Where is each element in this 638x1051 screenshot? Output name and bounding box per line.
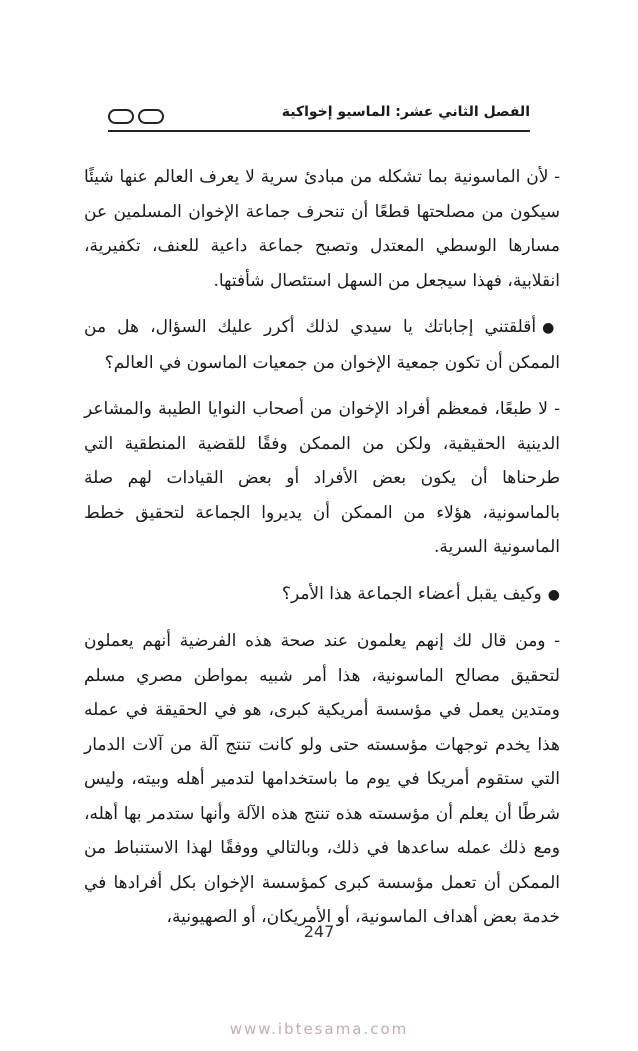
paragraph-text: - لا طبعًا، فمعظم أفراد الإخوان من أصحاب النوايا الطيبة والمشاعر الدينية الحقيقية، ولكن من الممكن وفقًا للقضية المنطقية التي طرحناها أن يكون بعض الأفراد أو بعض القيادات لهم صلة بالماسونية، هؤلاء من الممكن أن يديروا الجماعة لتحقيق خطط الماسونية السرية. bbox=[84, 399, 560, 557]
chapter-header bbox=[108, 104, 530, 132]
question-paragraph bbox=[84, 577, 560, 613]
bullet-icon: ● bbox=[547, 586, 560, 603]
answer-paragraph bbox=[84, 624, 560, 935]
paragraph-text: - ومن قال لك إنهم يعلمون عند صحة هذه الفرضية أنهم يعملون لتحقيق مصالح الماسونية، هذا أمر شبيه بمواطن مصري مسلم ومتدين يعمل في مؤسسة أمريكية كبرى، هو في الحقيقة في عمله هذا يخدم توجهات مؤسسته حتى ولو كانت تنتج آلة من آلات الدمار التي ستقوم أمريكا في يوم ما باستخدامها لتدمير أهله وبيته، وليس شرطًا أن يعلم أن مؤسسته هذه تنتج هذه الآلة وأنها ستدمر بها أهله، ومع ذلك عمله ساعدها في ذلك، وبالتالي ووفقًا لهذا الاستنباط من الممكن أن تعمل مؤسسة كبرى كمؤسسة الإخوان بكل أفرادها في خدمة بعض أهداف الماسونية، أو الأمريكان، أو الصهيونية، bbox=[84, 631, 560, 927]
answer-paragraph bbox=[84, 160, 560, 298]
bullet-icon: ● bbox=[542, 320, 560, 336]
question-paragraph bbox=[84, 310, 560, 380]
ornament-pill bbox=[108, 109, 134, 124]
page-body bbox=[84, 160, 560, 927]
ornament-pill bbox=[138, 109, 164, 124]
answer-paragraph bbox=[84, 392, 560, 565]
paragraph-text: أقلقتني إجاباتك يا سيدي لذلك أكرر عليك السؤال، هل من الممكن أن تكون جمعية الإخوان من جمعيات الماسون في العالم؟ bbox=[84, 317, 560, 373]
header-ornament bbox=[108, 109, 164, 124]
watermark: www.ibtesama.com bbox=[229, 1020, 409, 1038]
paragraph-text: وكيف يقبل أعضاء الجماعة هذا الأمر؟ bbox=[281, 583, 542, 604]
page-number: 247 bbox=[303, 922, 335, 941]
chapter-title: الفصل الثاني عشر: الماسيو إخواكية bbox=[281, 104, 530, 120]
paragraph-text: - لأن الماسونية بما تشكله من مبادئ سرية لا يعرف العالم عنها شيئًا سيكون من مصلحتها قطعًا أن تنحرف جماعة الإخوان المسلمين عن مسارها الوسطي المعتدل وتصبح جماعة داعية للعنف، تكفيرية، انقلابية، فهذا سيجعل من السهل استئصال شأفتها. bbox=[84, 167, 560, 291]
